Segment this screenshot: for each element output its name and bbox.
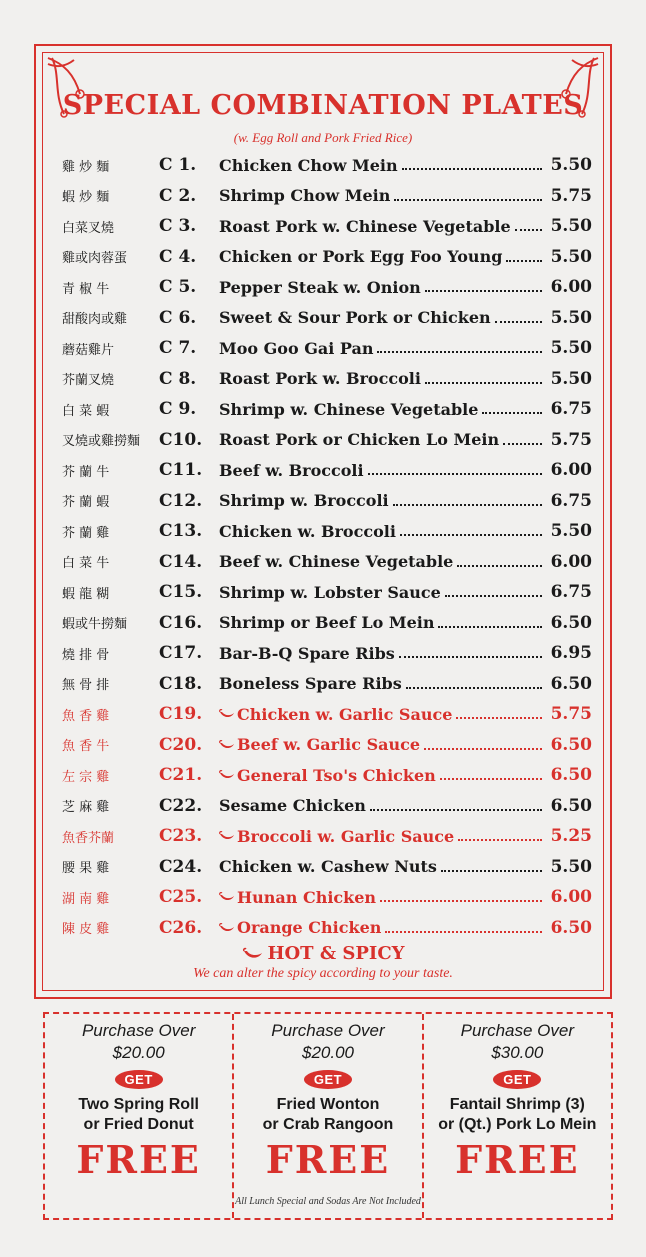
menu-item	[62, 516, 592, 547]
menu-item-chinese-name: 陳 皮 雞	[62, 922, 110, 938]
menu-item-name-wrap	[219, 400, 546, 419]
chili-pepper-icon	[219, 770, 235, 780]
coupon-condition: Purchase Over	[460, 1021, 575, 1040]
menu-item-code: C25.	[159, 887, 203, 908]
menu-item-price: 6.75	[550, 490, 592, 511]
dot-leader	[506, 250, 542, 262]
menu-item	[62, 303, 592, 334]
menu-item	[62, 760, 592, 791]
menu-item-name-wrap	[219, 705, 546, 724]
menu-item-code: C17.	[159, 643, 203, 664]
dot-leader	[368, 463, 542, 475]
menu-item-chinese-name: 叉燒或雞撈麵	[62, 434, 141, 450]
menu-item	[62, 486, 592, 517]
menu-item-chinese-name: 蝦 炒 麵	[62, 190, 110, 206]
menu-item-name-wrap	[219, 186, 546, 205]
dot-leader	[385, 921, 542, 933]
coupon-amount: $30.00	[491, 1043, 544, 1062]
menu-item-name-wrap	[219, 735, 546, 754]
menu-item-name-wrap	[219, 644, 546, 663]
dot-leader	[400, 524, 542, 536]
menu-item-price: 5.25	[550, 826, 592, 847]
menu-item-code: C15.	[159, 582, 203, 603]
menu-item-chinese-name: 芥 蘭 雞	[62, 525, 110, 541]
menu-item	[62, 455, 592, 486]
dot-leader	[438, 616, 542, 628]
menu-item-price: 6.00	[550, 277, 592, 298]
menu-item	[62, 577, 592, 608]
menu-item-chinese-name: 白 菜 牛	[62, 556, 110, 572]
dot-leader	[370, 799, 542, 811]
menu-item	[62, 699, 592, 730]
menu-item-name-wrap	[219, 888, 546, 907]
menu-item-name-wrap	[219, 491, 546, 510]
coupon-2	[232, 1014, 421, 1218]
menu-item-price: 6.75	[550, 399, 592, 420]
menu-item-chinese-name: 湖 南 雞	[62, 891, 110, 907]
menu-item	[62, 730, 592, 761]
menu-item-name: Orange Chicken	[237, 918, 382, 938]
menu-item-price: 6.50	[550, 673, 592, 694]
coupon-item-line2: or Fried Donut	[83, 1116, 194, 1133]
menu-item-code: C 6.	[159, 307, 197, 328]
menu-item-chinese-name: 左 宗 雞	[62, 769, 110, 785]
menu-item-chinese-name: 甜酸肉或雞	[62, 312, 128, 328]
coupon-item-line2: or Crab Rangoon	[262, 1116, 394, 1133]
menu-item	[62, 608, 592, 639]
menu-item-price: 6.50	[550, 612, 592, 633]
menu-item-name-wrap	[219, 369, 546, 388]
menu-item-name: Chicken Chow Mein	[219, 155, 398, 175]
dot-leader	[380, 890, 542, 902]
coupon-item-line1: Fried Wonton	[276, 1096, 380, 1113]
menu-item-chinese-name: 白菜叉燒	[62, 220, 115, 236]
menu-item-name: Chicken w. Garlic Sauce	[237, 704, 453, 724]
dot-leader	[424, 738, 542, 750]
hot-spicy-legend	[42, 943, 604, 964]
coupon-condition: Purchase Over	[81, 1021, 196, 1040]
menu-item	[62, 364, 592, 395]
menu-item	[62, 211, 592, 242]
dot-leader	[457, 555, 542, 567]
menu-item	[62, 242, 592, 273]
menu-item-code: C12.	[159, 490, 203, 511]
dot-leader	[393, 494, 542, 506]
menu-item-name: Roast Pork w. Broccoli	[219, 369, 421, 389]
menu-item-price: 6.50	[550, 765, 592, 786]
menu-item-name: Roast Pork w. Chinese Vegetable	[219, 216, 511, 236]
menu-item-price: 5.75	[550, 704, 592, 725]
menu-item-code: C16.	[159, 612, 203, 633]
menu-item-name: Bar-B-Q Spare Ribs	[219, 643, 395, 663]
menu-item	[62, 791, 592, 822]
menu-item-name-wrap	[219, 522, 546, 541]
menu-item-chinese-name: 魚 香 雞	[62, 708, 110, 724]
menu-item-name: Beef w. Chinese Vegetable	[219, 552, 454, 572]
coupon-amount: $20.00	[301, 1043, 354, 1062]
chili-pepper-icon	[219, 892, 235, 902]
menu-item-name-wrap	[219, 461, 546, 480]
menu-item	[62, 181, 592, 212]
coupon-item-line1: Two Spring Roll	[78, 1096, 199, 1113]
menu-item-name: Chicken w. Cashew Nuts	[219, 857, 437, 877]
menu-item-chinese-name: 青 椒 牛	[62, 281, 110, 297]
chili-pepper-icon	[219, 740, 235, 750]
menu-item-name-wrap	[219, 766, 546, 785]
coupon-item-line2: or (Qt.) Pork Lo Mein	[438, 1116, 597, 1133]
chili-pepper-icon	[219, 709, 235, 719]
get-badge: GET	[304, 1070, 352, 1089]
menu-item	[62, 638, 592, 669]
menu-item-chinese-name: 蘑菇雞片	[62, 342, 115, 358]
menu-item-code: C 7.	[159, 338, 197, 359]
menu-item	[62, 272, 592, 303]
dot-leader	[399, 646, 542, 658]
dot-leader	[441, 860, 542, 872]
menu-item-code: C13.	[159, 521, 203, 542]
menu-item-code: C24.	[159, 856, 203, 877]
menu-item-name: Shrimp w. Broccoli	[219, 491, 389, 511]
menu-item-price: 5.50	[550, 155, 592, 176]
free-label: FREE	[265, 1137, 391, 1182]
dot-leader	[456, 707, 542, 719]
menu-item-name: Sesame Chicken	[219, 796, 366, 816]
menu-item-code: C18.	[159, 673, 203, 694]
menu-item-chinese-name: 白 菜 蝦	[62, 403, 110, 419]
menu-item-price: 5.50	[550, 216, 592, 237]
menu-item-price: 5.50	[550, 246, 592, 267]
spicy-note: We can alter the spicy according to your taste.	[193, 966, 453, 981]
menu-item-code: C 3.	[159, 216, 197, 237]
coupon-strip	[43, 1012, 613, 1220]
menu-item-name: Chicken or Pork Egg Foo Young	[219, 247, 503, 267]
menu-item-price: 6.00	[550, 887, 592, 908]
menu-item-name: Shrimp or Beef Lo Mein	[219, 613, 435, 633]
menu-item-name-wrap	[219, 339, 546, 358]
menu-item-name-wrap	[219, 217, 546, 236]
menu-item-price: 5.75	[550, 429, 592, 450]
menu-item-name: Sweet & Sour Pork or Chicken	[219, 308, 491, 328]
menu-item-code: C14.	[159, 551, 203, 572]
menu-item-name: Moo Goo Gai Pan	[219, 338, 374, 358]
menu-item-chinese-name: 芥 蘭 牛	[62, 464, 110, 480]
menu-item-chinese-name: 魚 香 牛	[62, 739, 110, 755]
menu-item-price: 6.50	[550, 917, 592, 938]
menu-item-name: Beef w. Broccoli	[219, 460, 364, 480]
menu-item-price: 5.50	[550, 521, 592, 542]
menu-item-code: C10.	[159, 429, 203, 450]
hot-spicy-label: HOT & SPICY	[267, 943, 405, 964]
menu-item	[62, 547, 592, 578]
menu-item-code: C 1.	[159, 155, 197, 176]
dot-leader	[377, 341, 542, 353]
menu-item-code: C11.	[159, 460, 203, 481]
menu-item-code: C 4.	[159, 246, 197, 267]
menu-item-code: C20.	[159, 734, 203, 755]
menu-item-name: Boneless Spare Ribs	[219, 674, 402, 694]
dot-leader	[445, 585, 542, 597]
menu-item-chinese-name: 蝦 龍 糊	[62, 586, 110, 602]
chili-pepper-icon	[242, 947, 264, 961]
menu-item-name: Broccoli w. Garlic Sauce	[237, 826, 455, 846]
coupon-item-line1: Fantail Shrimp (3)	[449, 1096, 585, 1113]
dot-leader	[482, 402, 542, 414]
menu-item-name: General Tso's Chicken	[237, 765, 436, 785]
menu-item	[62, 882, 592, 913]
menu-item-chinese-name: 燒 排 骨	[62, 647, 110, 663]
menu-item-code: C 9.	[159, 399, 197, 420]
menu-item-code: C 5.	[159, 277, 197, 298]
dot-leader	[425, 372, 542, 384]
menu-item-chinese-name: 芝 麻 雞	[62, 800, 110, 816]
menu-item	[62, 821, 592, 852]
menu-item	[62, 913, 592, 944]
menu-item-name-wrap	[219, 613, 546, 632]
get-badge: GET	[493, 1070, 541, 1089]
menu-item-name-wrap	[219, 247, 546, 266]
menu-item-price: 5.50	[550, 307, 592, 328]
menu-item-name-wrap	[219, 583, 546, 602]
menu-item-code: C19.	[159, 704, 203, 725]
menu-item-price: 5.50	[550, 338, 592, 359]
menu-item-name: Roast Pork or Chicken Lo Mein	[219, 430, 500, 450]
menu-item-code: C21.	[159, 765, 203, 786]
free-label: FREE	[455, 1137, 580, 1182]
coupon-3	[422, 1014, 611, 1218]
menu-item-price: 6.50	[550, 795, 592, 816]
dot-leader	[394, 189, 542, 201]
menu-item-price: 6.75	[550, 582, 592, 603]
menu-item-name: Pepper Steak w. Onion	[219, 277, 421, 297]
dot-leader	[515, 219, 542, 231]
menu-item-name: Shrimp w. Lobster Sauce	[219, 582, 441, 602]
dot-leader	[495, 311, 542, 323]
dot-leader	[458, 829, 542, 841]
menu-item-chinese-name: 芥蘭叉燒	[62, 373, 115, 389]
menu-item-name-wrap	[219, 918, 546, 937]
menu-item-price: 5.75	[550, 185, 592, 206]
menu-item-chinese-name: 腰 果 雞	[62, 861, 110, 877]
dot-leader	[440, 768, 542, 780]
menu-item-chinese-name: 魚香芥蘭	[62, 830, 115, 846]
menu-item	[62, 852, 592, 883]
menu-item	[62, 150, 592, 181]
menu-item-name: Shrimp Chow Mein	[219, 186, 391, 206]
coupon-1	[45, 1014, 232, 1218]
free-label: FREE	[76, 1137, 201, 1182]
menu-item-name-wrap	[219, 308, 546, 327]
menu-item-name-wrap	[219, 430, 546, 449]
menu-item-code: C 8.	[159, 368, 197, 389]
menu-item	[62, 394, 592, 425]
menu-item-price: 6.00	[550, 460, 592, 481]
menu-item-chinese-name: 無 骨 排	[62, 678, 110, 694]
menu-item-name-wrap	[219, 156, 546, 175]
menu-item-name-wrap	[219, 278, 546, 297]
menu-item-chinese-name: 雞 炒 麵	[62, 159, 110, 175]
menu-item-code: C23.	[159, 826, 203, 847]
chili-pepper-icon	[219, 923, 235, 933]
menu-item-price: 6.95	[550, 643, 592, 664]
menu-item-name: Shrimp w. Chinese Vegetable	[219, 399, 479, 419]
menu-item-chinese-name: 雞或肉蓉蛋	[62, 251, 128, 267]
chili-pepper-icon	[219, 831, 235, 841]
dot-leader	[406, 677, 542, 689]
menu-item-name-wrap	[219, 552, 546, 571]
menu-list	[62, 150, 592, 943]
menu-item-name: Beef w. Garlic Sauce	[237, 735, 421, 755]
menu-item-price: 5.50	[550, 368, 592, 389]
menu-item	[62, 333, 592, 364]
menu-item-price: 6.00	[550, 551, 592, 572]
menu-item	[62, 669, 592, 700]
menu-item-price: 6.50	[550, 734, 592, 755]
page-subtitle: (w. Egg Roll and Pork Fried Rice)	[233, 130, 413, 145]
dot-leader	[402, 158, 542, 170]
menu-item	[62, 425, 592, 456]
menu-item-name-wrap	[219, 857, 546, 876]
coupon-amount: $20.00	[112, 1043, 165, 1062]
menu-item-chinese-name: 蝦或牛撈麵	[62, 617, 128, 633]
dot-leader	[425, 280, 542, 292]
footer-note: All Lunch Special and Sodas Are Not Included	[235, 1196, 421, 1207]
menu-item-code: C 2.	[159, 185, 197, 206]
menu-item-name: Chicken w. Broccoli	[219, 521, 396, 541]
menu-item-code: C26.	[159, 917, 203, 938]
menu-item-name-wrap	[219, 674, 546, 693]
menu-item-name: Hunan Chicken	[237, 887, 377, 907]
menu-item-code: C22.	[159, 795, 203, 816]
menu-item-name-wrap	[219, 796, 546, 815]
get-badge: GET	[115, 1070, 163, 1089]
menu-item-price: 5.50	[550, 856, 592, 877]
menu-item-chinese-name: 芥 蘭 蝦	[62, 495, 110, 511]
menu-item-name-wrap	[219, 827, 546, 846]
coupon-condition: Purchase Over	[271, 1021, 385, 1040]
page-title: SPECIAL COMBINATION PLATES	[62, 90, 584, 121]
dot-leader	[503, 433, 542, 445]
